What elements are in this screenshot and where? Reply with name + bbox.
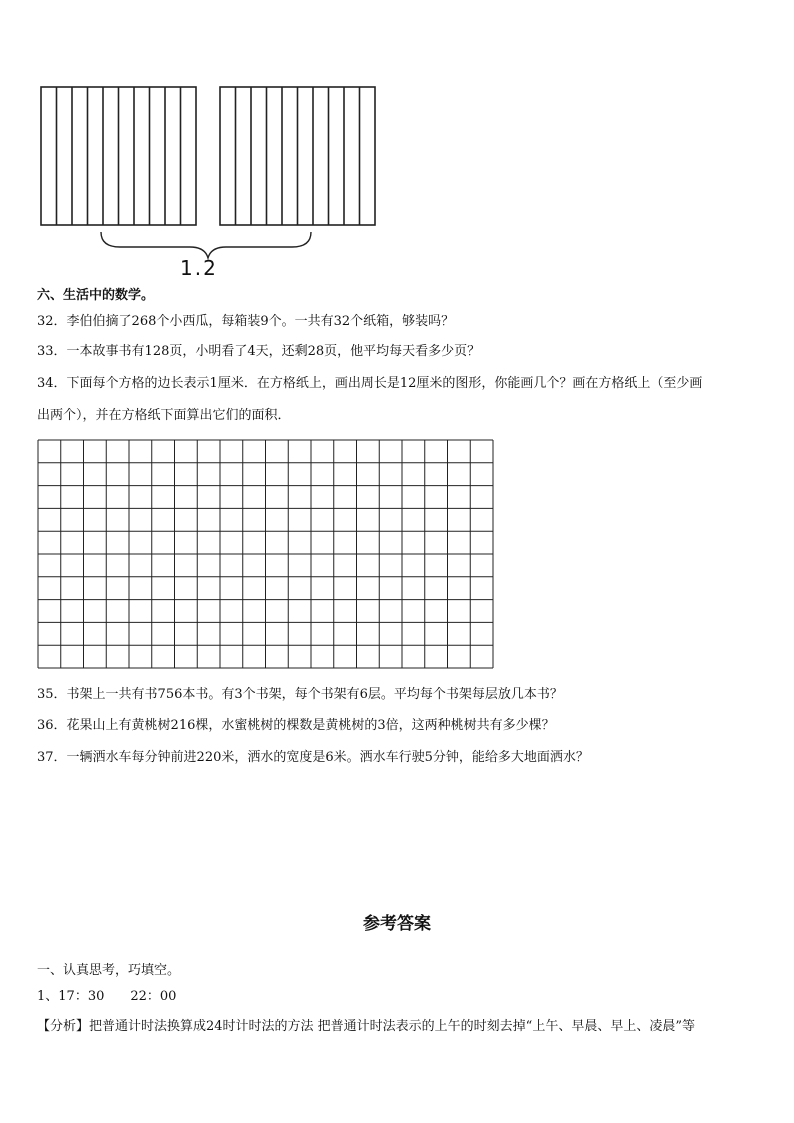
figure-label: 1.2 bbox=[180, 256, 218, 280]
answers-title: 参考答案 bbox=[363, 914, 431, 934]
question-33: 33．一本故事书有128页，小明看了4天，还剩28页，他平均每天看多少页？ bbox=[37, 344, 481, 359]
question-36: 36．花果山上有黄桃树216棵，水蜜桃树的棵数是黄桃树的3倍，这两种桃树共有多少棵？ bbox=[37, 718, 555, 733]
answers-section1-heading: 一、认真思考，巧填空。 bbox=[37, 963, 181, 978]
question-32: 32．李伯伯摘了268个小西瓜，每箱装9个。一共有32个纸箱，够装吗？ bbox=[37, 314, 455, 329]
answer-1: 1、17：30 22：00 bbox=[37, 989, 177, 1004]
right-strip-rectangle bbox=[220, 87, 375, 225]
section6-heading: 六、生活中的数学。 bbox=[37, 288, 155, 303]
decimal-strip-figure bbox=[0, 0, 794, 290]
brace bbox=[101, 232, 311, 258]
question-37: 37．一辆洒水车每分钟前进220米，洒水的宽度是6米。洒水车行驶5分钟，能给多大地面洒水？ bbox=[37, 750, 589, 765]
answer-analysis: 【分析】把普通计时法换算成24时计时法的方法 把普通计时法表示的上午的时刻去掉“上午、早晨、早上、凌晨”等 bbox=[37, 1019, 695, 1034]
question-34-line2: 出两个），并在方格纸下面算出它们的面积． bbox=[37, 408, 291, 423]
left-strip-rectangle bbox=[41, 87, 196, 225]
grid-paper bbox=[37, 439, 497, 671]
question-34-line1: 34．下面每个方格的边长表示1厘米．在方格纸上，画出周长是12厘米的图形，你能画几个？画在方格纸上（至少画 bbox=[37, 376, 703, 391]
question-35: 35．书架上一共有书756本书。有3个书架，每个书架有6层。平均每个书架每层放几本书？ bbox=[37, 687, 563, 702]
